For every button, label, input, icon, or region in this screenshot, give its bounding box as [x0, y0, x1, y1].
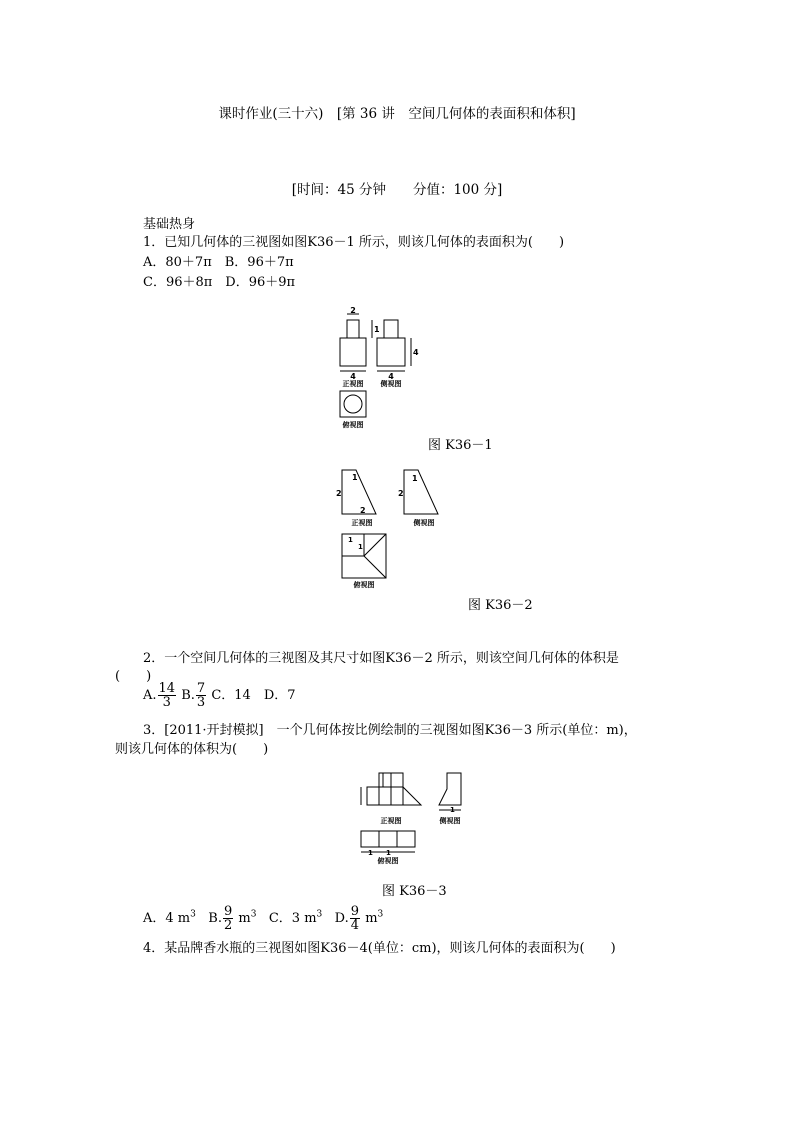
q3-option-d-label: D.: [334, 911, 349, 926]
q4-stem: 4．某品牌香水瓶的三视图如图K36－4(单位：cm)，则该几何体的表面积为( ): [143, 941, 616, 956]
fig1-label-front: 正视图: [342, 380, 364, 388]
side-view-trapezoid: [404, 470, 438, 514]
fig3-label-front: 正视图: [380, 817, 402, 825]
q2-stem: 2．一个空间几何体的三视图及其尺寸如图K36－2 所示，则该空间几何体的体积是: [143, 651, 619, 666]
side-view-top-block: [384, 320, 398, 338]
q3-option-b-den: 2: [223, 918, 233, 933]
fig1-dim-top: 2: [350, 306, 356, 315]
q2-option-a-label: A.: [143, 688, 157, 703]
fig2-front-left: 2: [336, 489, 342, 498]
q2-option-b-frac: [196, 682, 206, 709]
fig2-side-top: 1: [412, 474, 418, 483]
fig3-dim-top-1: 1: [368, 849, 373, 857]
q2-paren: ( ): [115, 669, 152, 684]
q3-option-b-label: B.: [208, 911, 222, 926]
fig2-caption: 图 K36－2: [468, 598, 533, 613]
q3-option-d-exp: 3: [377, 909, 384, 920]
q3-option-d-unit: m: [365, 911, 378, 926]
fig2-top-b: 1: [358, 543, 363, 551]
time-info: [时间：45 分钟 分值：100 分]: [291, 182, 503, 198]
q1-stem: 1．已知几何体的三视图如图K36－1 所示，则该几何体的表面积为( ): [143, 235, 565, 250]
q3-option-b-exp: 3: [250, 909, 257, 920]
side-view-base: [377, 338, 405, 366]
q3-stem-2: 则该几何体的体积为( ): [115, 742, 269, 757]
side-view-shape: [439, 773, 461, 805]
fig2-front-top: 1: [352, 473, 358, 482]
q2-option-a-num: 14: [158, 681, 176, 696]
q3-option-c-exp: 3: [316, 909, 323, 920]
figure-k36-3: [355, 768, 470, 868]
q3-option-d-num: 9: [350, 904, 360, 919]
fig3-label-side: 侧视图: [439, 817, 461, 825]
q1-options-line1: A．80＋7π B．96＋7π: [143, 255, 294, 270]
q3-option-d-den: 4: [350, 918, 360, 933]
front-view-trapezoid: [342, 470, 376, 514]
figure-k36-1: [330, 305, 430, 435]
fig2-label-front: 正视图: [351, 519, 373, 527]
fig3-caption: 图 K36－3: [382, 884, 447, 899]
fig2-label-side: 侧视图: [413, 519, 435, 527]
fig1-caption: 图 K36－1: [428, 438, 493, 453]
page-title: 课时作业(三十六) [第 36 讲 空间几何体的表面积和体积]: [218, 106, 576, 122]
fig2-side-left: 2: [398, 489, 404, 498]
q2-option-rest: C．14 D．7: [211, 688, 296, 703]
fig2-front-bottom: 2: [360, 506, 366, 515]
q2-options: [143, 682, 296, 709]
q3-option-b-num: 9: [223, 904, 233, 919]
fig1-label-side: 侧视图: [380, 380, 402, 388]
q3-option-b-unit: m: [238, 911, 251, 926]
fig1-label-top: 俯视图: [342, 421, 364, 429]
fig3-dim-top-2: 1: [386, 849, 391, 857]
fig1-dim-bottom-front: 4: [350, 372, 356, 381]
q2-option-b-den: 3: [196, 695, 206, 710]
fig1-dim-side: 4: [413, 348, 419, 357]
fig2-top-a: 1: [348, 536, 353, 544]
q2-option-b-num: 7: [196, 681, 206, 696]
q1-options-line2: C．96＋8π D．96＋9π: [143, 275, 296, 290]
fig1-dim-side-top: 1: [374, 325, 380, 334]
fig1-dim-bottom-side: 4: [388, 372, 394, 381]
section-heading: 基础热身: [143, 217, 196, 232]
fig2-label-top: 俯视图: [353, 581, 375, 589]
figure-k36-2: [332, 465, 452, 593]
q3-options: [143, 905, 383, 932]
q2-option-a-den: 3: [162, 695, 171, 710]
top-view-circle: [344, 395, 362, 413]
q2-option-b-label: B.: [181, 688, 195, 703]
q3-option-a-exp: 3: [190, 909, 196, 920]
fig3-dim-side: 1: [450, 806, 455, 814]
q3-option-c: C．3 m: [268, 911, 317, 926]
q3-option-b-frac: [223, 905, 233, 932]
q2-option-a-frac: [158, 682, 177, 709]
front-view-top-block: [347, 320, 359, 338]
q3-stem: 3．[2011·开封模拟] 一个几何体按比例绘制的三视图如图K36－3 所示(单位：m)，: [143, 723, 637, 738]
q3-option-a: A．4 m: [143, 911, 191, 926]
fig3-label-top: 俯视图: [377, 857, 399, 865]
front-view-base: [340, 338, 366, 366]
q3-option-d-frac: [350, 905, 360, 932]
